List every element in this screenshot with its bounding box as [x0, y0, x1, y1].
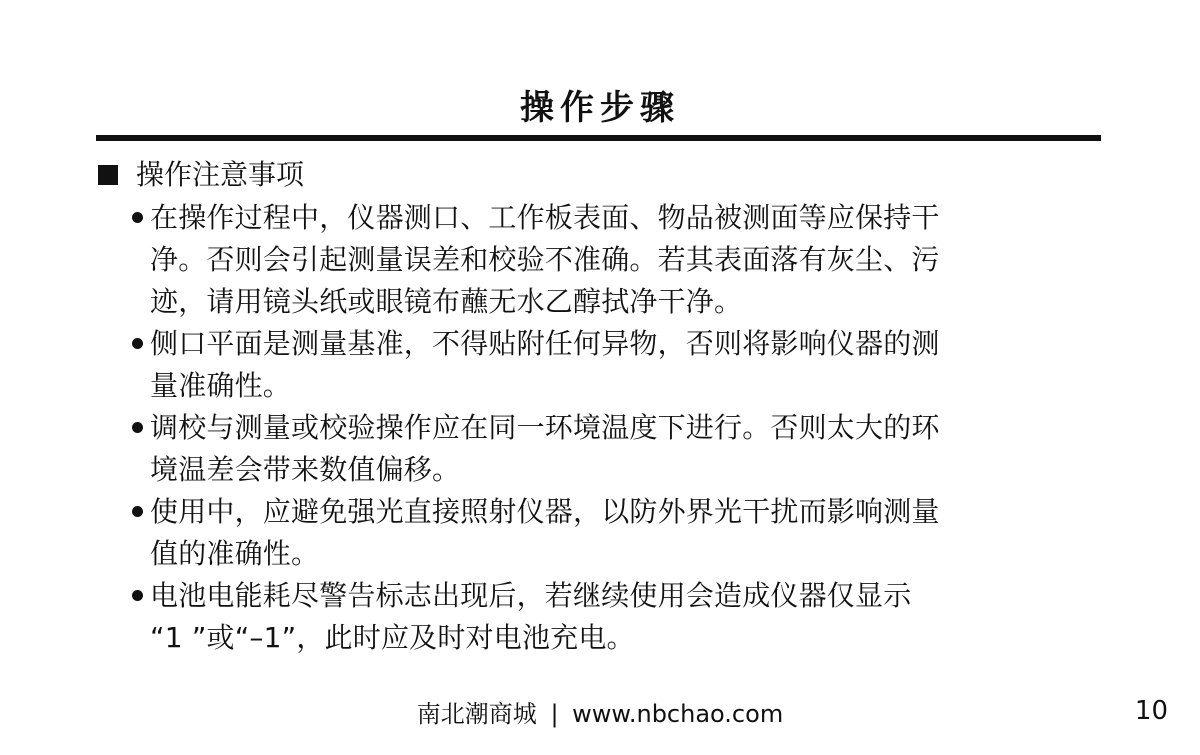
bullet-dot-icon — [132, 422, 143, 433]
list-item-line: “1 ”或“–1”，此时应及时对电池充电。 — [150, 621, 635, 654]
section-heading-text: 操作注意事项 — [136, 158, 305, 191]
list-item-line: 在操作过程中，仪器测口、工作板表面、物品被测面等应保持干 — [150, 201, 940, 234]
title-rule — [96, 135, 1101, 141]
footer-url[interactable]: www.nbchao.com — [572, 700, 784, 728]
list-item — [130, 197, 1080, 323]
list-item-line: 迹，请用镜头纸或眼镜布蘸无水乙醇拭净干净。 — [150, 285, 743, 318]
page-title: 操作步骤 — [520, 88, 680, 128]
page-number: 10 — [1134, 696, 1168, 726]
footer-separator: | — [550, 700, 559, 728]
list-item — [130, 407, 1080, 491]
bullet-dot-icon — [132, 212, 143, 223]
footer-brand: 南北潮商城 — [416, 700, 537, 728]
list-item-line: 电池电能耗尽警告标志出现后，若继续使用会造成仪器仅显示 — [150, 579, 912, 612]
list-item-line: 使用中，应避免强光直接照射仪器，以防外界光干扰而影响测量 — [150, 495, 940, 528]
bullet-dot-icon — [132, 590, 143, 601]
notes-list — [130, 197, 1080, 659]
list-item-line: 量准确性。 — [150, 369, 292, 402]
footer — [0, 697, 1200, 731]
section-heading — [98, 154, 304, 196]
list-item-line: 侧口平面是测量基准，不得贴附任何异物，否则将影响仪器的测 — [150, 327, 940, 360]
list-item — [130, 323, 1080, 407]
bullet-dot-icon — [132, 338, 143, 349]
list-item — [130, 491, 1080, 575]
list-item-line: 值的准确性。 — [150, 537, 320, 570]
list-item-line: 调校与测量或校验操作应在同一环境温度下进行。否则太大的环 — [150, 411, 940, 444]
square-bullet-icon — [98, 165, 118, 185]
bullet-dot-icon — [132, 506, 143, 517]
list-item-line: 境温差会带来数值偏移。 — [150, 453, 461, 486]
list-item — [130, 575, 1080, 659]
list-item-line: 净。否则会引起测量误差和校验不准确。若其表面落有灰尘、污 — [150, 243, 940, 276]
